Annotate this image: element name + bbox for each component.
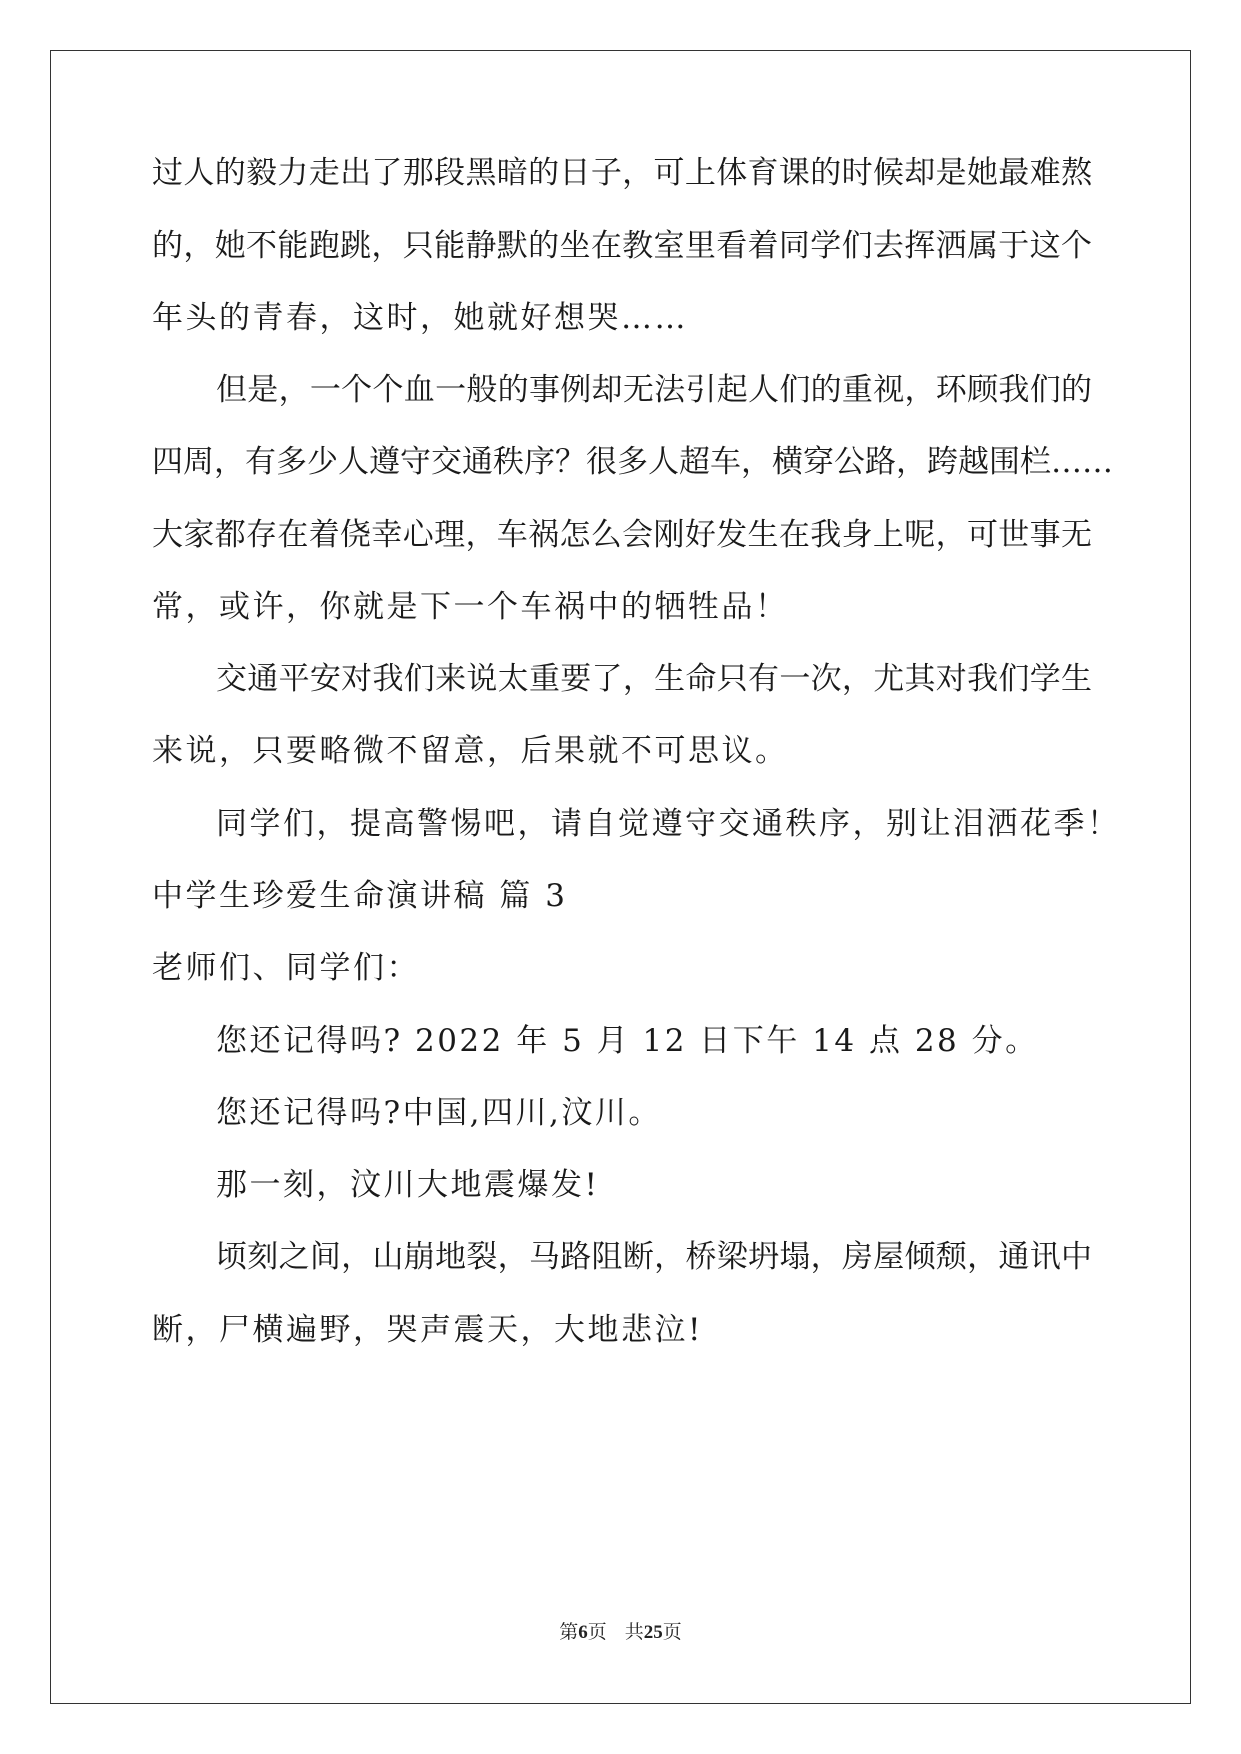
salutation: 老师们、同学们： — [152, 950, 420, 986]
page-prefix: 第 — [559, 1621, 579, 1643]
body-line: 过人的毅力走出了那段黑暗的日子，可上体育课的时候却是她最难熬 — [152, 155, 1092, 191]
page-footer — [0, 1620, 1241, 1645]
total-suffix: 页 — [662, 1621, 682, 1643]
body-line: 年头的青春，这时，她就好想哭…… — [152, 300, 688, 336]
body-line: 断，尸横遍野，哭声震天，大地悲泣! — [152, 1312, 703, 1348]
page-number: 6 — [578, 1622, 588, 1643]
paragraph-first-line: 您还记得吗?中国,四川,汶川。 — [216, 1095, 662, 1131]
body-line: 四周，有多少人遵守交通秩序？很多人超车，横穿公路，跨越围栏…… — [152, 444, 1113, 480]
paragraph-first-line: 您还记得吗? 2022 年 5 月 12 日下午 14 点 28 分。 — [216, 1023, 1039, 1059]
body-line: 的，她不能跑跳，只能静默的坐在教室里看着同学们去挥洒属于这个 — [152, 228, 1092, 264]
paragraph-first-line: 同学们，提高警惕吧，请自觉遵守交通秩序，别让泪洒花季！ — [216, 806, 1121, 842]
paragraph-first-line: 顷刻之间，山崩地裂，马路阻断，桥梁坍塌，房屋倾颓，通讯中 — [216, 1239, 1092, 1275]
body-line: 来说，只要略微不留意，后果就不可思议。 — [152, 733, 789, 769]
page-suffix: 页 — [587, 1621, 607, 1643]
total-pages: 25 — [643, 1622, 663, 1643]
section-heading: 中学生珍爱生命演讲稿 篇 3 — [152, 878, 568, 914]
body-line: 常，或许，你就是下一个车祸中的牺牲品！ — [152, 589, 789, 625]
paragraph-first-line: 但是，一个个血一般的事例却无法引起人们的重视，环顾我们的 — [216, 372, 1092, 408]
paragraph-first-line: 交通平安对我们来说太重要了，生命只有一次，尤其对我们学生 — [216, 661, 1092, 697]
total-prefix: 共 — [624, 1621, 644, 1643]
body-line: 大家都存在着侥幸心理，车祸怎么会刚好发生在我身上呢，可世事无 — [152, 517, 1092, 553]
paragraph-first-line: 那一刻，汶川大地震爆发! — [216, 1167, 600, 1203]
